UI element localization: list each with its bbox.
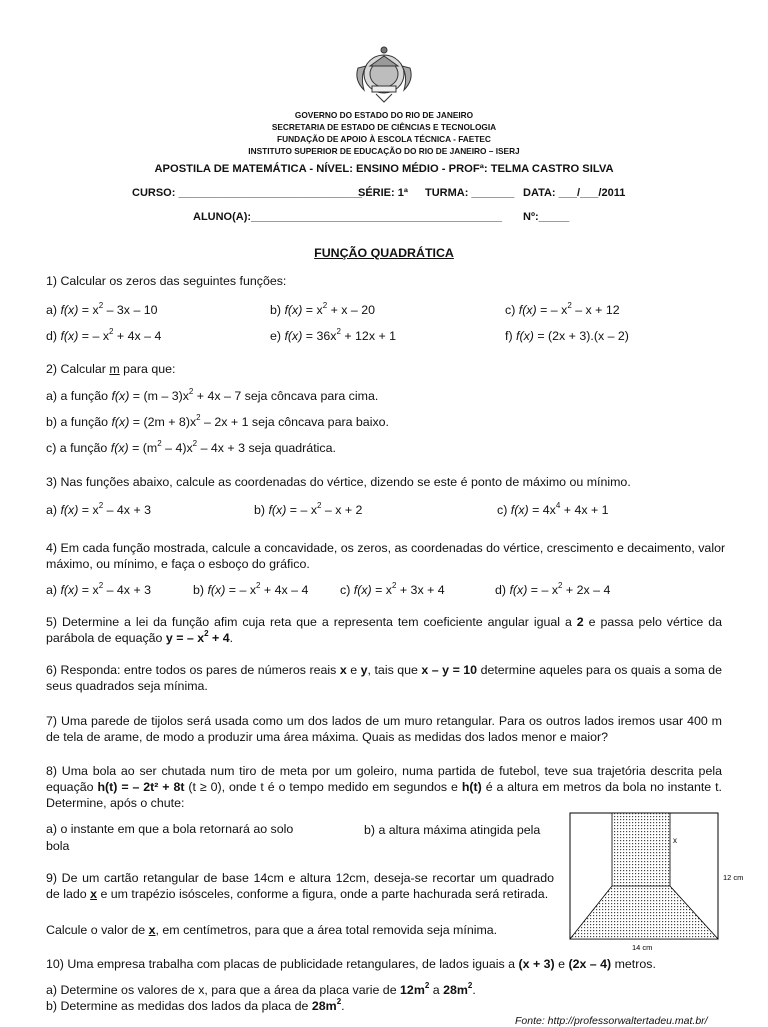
q8-text: 8) Uma bola ao ser chutada num tiro de meta por um goleiro, numa partida de futebol, teve sua trajetória descrita pela equação h(t) = – 2t² + 8t (t ≥ 0), onde t é o tempo medido em segundos e h(t) é a altura em metros da bola no instante t. Determine, após o chute: <box>46 764 722 810</box>
q8-item-a: a) o instante em que a bola retornará ao solo <box>46 822 294 836</box>
q10-item-a: a) Determine os valores de x, para que a área da placa varie de $12m^2$ a $28m^2$. <box>46 980 476 997</box>
q1-item-f: f) f(x) = (2x + 3).(x – 2) <box>505 329 629 343</box>
header-government: GOVERNO DO ESTADO DO RIO DE JANEIRO <box>294 110 474 120</box>
apostila-title: APOSTILA DE MATEMÁTICA - NÍVEL: ENSINO MÉDIO - PROFª: TELMA CASTRO SILVA <box>154 163 614 175</box>
figure-x-label: x <box>673 836 677 845</box>
header-instituto: INSTITUTO SUPERIOR DE EDUCAÇÃO DO RIO DE JANEIRO – ISERJ <box>248 146 520 156</box>
q4-item-c: c) $f(x) = x^2 + 3x + 4$ <box>340 580 445 597</box>
q9-text-2: Calcule o valor de x, em centímetros, para que a área total removida seja mínima. <box>46 923 498 937</box>
q1-item-c: c) f(x) = – $x^2 - x + 12$ <box>505 300 620 317</box>
q1-prompt: 1) Calcular os zeros das seguintes funções: <box>46 274 287 288</box>
q2-item-c: c) a função $f(x) = (m^2 - 4)x^2 - 4x + 3$ seja quadrática. <box>46 438 336 455</box>
source-link[interactable]: Fonte: http://professorwaltertadeu.mat.br/ <box>515 1015 708 1027</box>
data-field: DATA: ___/___/2011 <box>523 187 626 199</box>
q1-item-e: e) $f(x) = 36x^2 + 12x + 1$ <box>270 326 397 343</box>
q1-item-a: a) $f(x) = x^2 - 3x - 10$ <box>46 300 158 317</box>
q9-text: 9) De um cartão retangular de base 14cm e altura 12cm, deseja-se recortar um quadrado de lado x e um trapézio isósceles, conforme a figura, onde a parte hachurada será retirada. <box>46 871 554 901</box>
q10-prompt: 10) Uma empresa trabalha com placas de publicidade retangulares, de lados iguais a (x + 3) e (2x – 4) metros. <box>46 957 656 971</box>
figure-base-label: 14 cm <box>632 943 653 952</box>
q3-item-c: c) $f(x) = 4x^4 + 4x + 1$ <box>497 500 609 517</box>
q1-item-b: b) $f(x) = x^2 + x - 20$ <box>270 300 376 317</box>
turma-field: TURMA: _______ <box>425 187 515 199</box>
q5-text: 5) Determine a lei da função afim cuja reta que a representa tem coeficiente angular igual a 2 e passa pelo vértice da parábola de equação y = – $x^2 + 4$. <box>46 615 722 645</box>
q7-text: 7) Uma parede de tijolos será usada como um dos lados de um muro retangular. Para os outros lados iremos usar 400 m de tela de arame, de modo a produzir uma área máxima. Quais as medidas dos lados menor e maior? <box>46 714 722 744</box>
q3-item-b: b) f(x) = – $x^2 - x + 2$ <box>254 500 363 517</box>
q2-item-b: b) a função $f(x) = (2m + 8)x^2 - 2x + 1$ seja côncava para baixo. <box>46 412 389 429</box>
numero-field: Nº:_____ <box>523 211 570 223</box>
coat-of-arms-emblem <box>350 44 418 108</box>
aluno-field: ALUNO(A):_________________________________________ <box>193 211 502 223</box>
header-fundacao: FUNDAÇÃO DE APOIO À ESCOLA TÉCNICA - FAETEC <box>277 134 491 144</box>
q2-prompt: 2) Calcular m para que: <box>46 362 176 376</box>
q2-item-a: a) a função $f(x) = (m - 3)x^2 + 4x - 7$ seja côncava para cima. <box>46 386 379 403</box>
q10-item-b: b) Determine as medidas dos lados da placa de $28m^2$. <box>46 996 345 1013</box>
q1-item-d: d) f(x) = – $x^2 + 4x - 4$ <box>46 326 162 343</box>
header-secretaria: SECRETARIA DE ESTADO DE CIÊNCIAS E TECNOLOGIA <box>271 122 497 132</box>
q4-item-b: b) f(x) = – $x^2 + 4x - 4$ <box>193 580 309 597</box>
q6-text: 6) Responda: entre todos os pares de números reais x e y, tais que x – y = 10 determine aqueles para os quais a soma de seus quadrados seja mínima. <box>46 663 722 693</box>
q4-item-a: a) $f(x) = x^2 - 4x + 3$ <box>46 580 152 597</box>
q4-item-d: d) f(x) = – $x^2 + 2x - 4$ <box>495 580 611 597</box>
q3-prompt: 3) Nas funções abaixo, calcule as coordenadas do vértice, dizendo se este é ponto de máximo ou mínimo. <box>46 475 631 489</box>
q4-prompt: 4) Em cada função mostrada, calcule a concavidade, os zeros, as coordenadas do vértice, crescimento e decaimento, valor máximo, ou mínimo, e faça o esboço do gráfico. <box>46 541 726 571</box>
serie-field: SÉRIE: 1ª <box>358 187 408 199</box>
trapezoid-figure <box>566 810 758 952</box>
page-title: FUNÇÃO QUADRÁTICA <box>314 246 454 260</box>
figure-height-label: 12 cm <box>723 873 744 882</box>
q8-item-b: b) a altura máxima atingida pela bola <box>46 823 541 853</box>
curso-field: CURSO: ______________________________ <box>132 187 362 199</box>
q3-item-a: a) $f(x) = x^2 - 4x + 3$ <box>46 500 152 517</box>
